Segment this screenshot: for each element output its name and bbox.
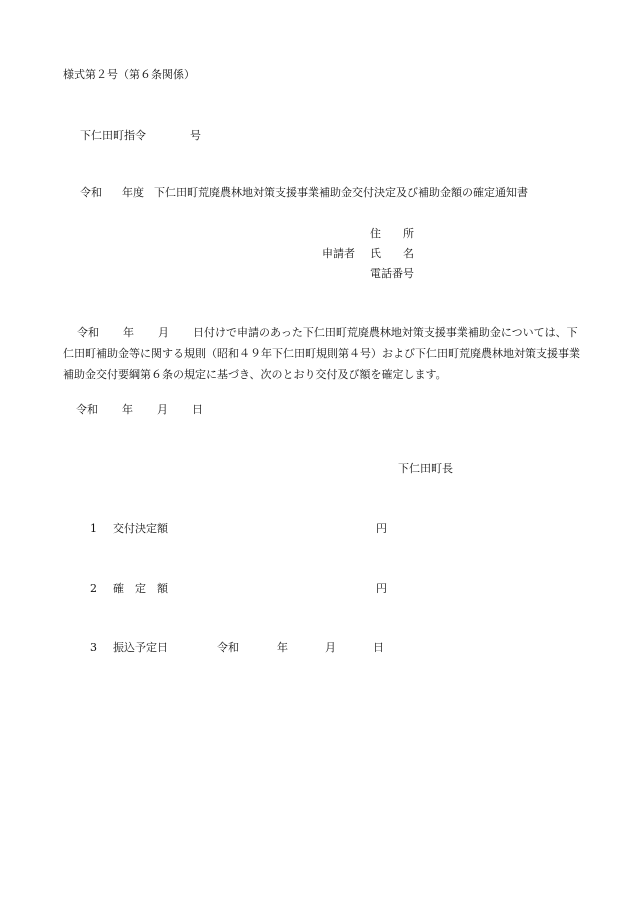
item-day: 日: [373, 641, 384, 654]
applicant-name-label: 氏 名: [370, 247, 414, 260]
applicant-phone-label: 電話番号: [370, 267, 414, 280]
item-era: 令和: [217, 641, 239, 654]
item-unit: 円: [376, 522, 387, 535]
item-label: 振込予定日: [113, 641, 168, 654]
title-text: 下仁田町荒廃農林地対策支援事業補助金交付決定及び補助金額の確定通知書: [154, 186, 528, 199]
issue-date: [76, 403, 203, 417]
item-month: 月: [325, 641, 336, 654]
applicant-address-label: 住 所: [370, 227, 414, 240]
body-text: 日付けで申請のあった下仁田町荒廃農林地対策支援事業補助金については、下仁田町補助金等に関する規則（昭和４９年下仁田町規則第４号）および下仁田町荒廃農林地対策支援事業補助金交付要綱第６条の規定に基づき、次のとおり交付及び額を確定します。: [63, 326, 580, 381]
notice-number-prefix: 下仁田町指令: [80, 129, 146, 142]
title-era: 令和: [80, 186, 102, 199]
item-number: 2: [90, 582, 97, 595]
mayor-signature: 下仁田町長: [398, 462, 453, 475]
body-era: 令和: [77, 326, 99, 339]
issue-year: 年: [122, 403, 133, 416]
document-title: [80, 186, 528, 200]
notice-number: [80, 129, 201, 143]
issue-day: 日: [192, 403, 203, 416]
item-label: 交付決定額: [113, 522, 168, 535]
body-month: 月: [158, 326, 169, 339]
issue-month: 月: [157, 403, 168, 416]
notice-number-suffix: 号: [190, 129, 201, 142]
item-label: 確 定 額: [113, 582, 168, 595]
body-paragraph: [63, 322, 583, 385]
item-unit: 円: [376, 582, 387, 595]
applicant-label: 申請者: [322, 247, 355, 260]
title-year-suffix: 年度: [122, 186, 144, 199]
issue-era: 令和: [76, 403, 98, 416]
item-number: 3: [90, 641, 97, 654]
item-year: 年: [277, 641, 288, 654]
form-label: 様式第２号（第６条関係）: [63, 68, 195, 81]
item-number: 1: [90, 522, 97, 535]
body-year: 年: [123, 326, 134, 339]
